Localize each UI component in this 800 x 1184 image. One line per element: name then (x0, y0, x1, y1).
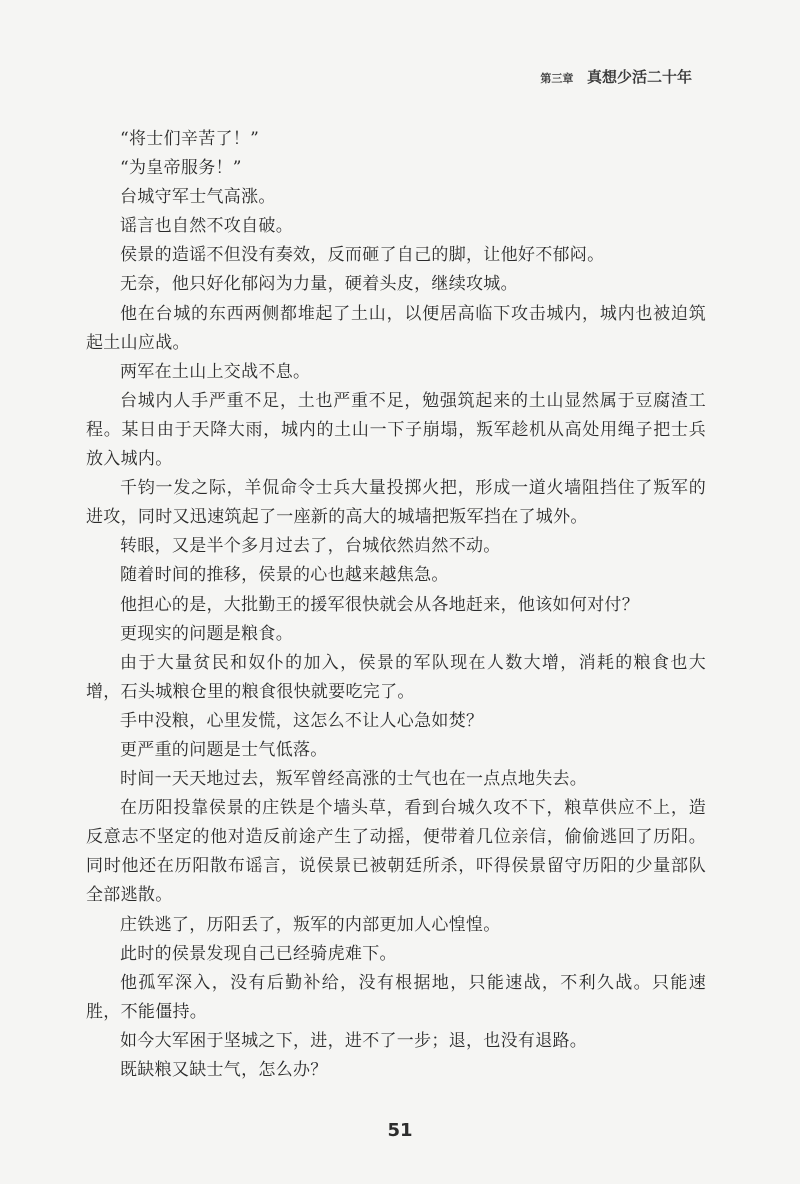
paragraph: 千钧一发之际，羊侃命令士兵大量投掷火把，形成一道火墙阻挡住了叛军的进攻，同时又迅速筑起了一座新的高大的城墙把叛军挡在了城外。 (86, 478, 706, 528)
paragraph: 此时的侯景发现自己已经骑虎难下。 (120, 943, 397, 964)
paragraph: 他孤军深入，没有后勤补给，没有根据地，只能速战，不利久战。只能速胜，不能僵持。 (86, 972, 706, 1022)
paragraph: 由于大量贫民和奴仆的加入，侯景的军队现在人数大增，消耗的粮食也大增，石头城粮仓里的粮食很快就要吃完了。 (86, 652, 706, 702)
running-header (540, 66, 692, 87)
paragraph: 既缺粮又缺士气，怎么办？ (120, 1060, 328, 1080)
chapter-label: 第三章 (540, 72, 574, 85)
paragraph: 如今大军困于坚城之下，进，进不了一步；退，也没有退路。 (120, 1030, 588, 1051)
paragraph: “为皇帝服务！” (120, 158, 242, 179)
paragraph: 手中没粮，心里发慌，这怎么不让人心急如焚？ (120, 710, 484, 731)
paragraph: 台城守军士气高涨。 (120, 187, 276, 208)
paragraph: 两军在土山上交战不息。 (120, 361, 311, 382)
body-text (86, 125, 706, 1085)
paragraph: 台城内人手严重不足，土也严重不足，勉强筑起来的土山显然属于豆腐渣工程。某日由于天降大雨，城内的土山一下子崩塌，叛军趁机从高处用绳子把士兵放入城内。 (86, 390, 706, 470)
paragraph: 更现实的问题是粮食。 (120, 623, 293, 644)
paragraph: 时间一天天地过去，叛军曾经高涨的士气也在一点点地失去。 (120, 769, 588, 790)
chapter-title: 真想少活二十年 (586, 68, 692, 86)
page-number: 51 (387, 1120, 413, 1141)
paragraph: 随着时间的推移，侯景的心也越来越焦急。 (120, 565, 449, 586)
paragraph: 更严重的问题是士气低落。 (120, 739, 328, 760)
paragraph: 他担心的是，大批勤王的援军很快就会从各地赶来，他该如何对付？ (120, 594, 639, 615)
paragraph: 庄铁逃了，历阳丢了，叛军的内部更加人心惶惶。 (120, 914, 501, 935)
paragraph: 侯景的造谣不但没有奏效，反而砸了自己的脚，让他好不郁闷。 (120, 245, 605, 266)
paragraph: 转眼，又是半个多月过去了，台城依然岿然不动。 (120, 536, 501, 557)
paragraph: 无奈，他只好化郁闷为力量，硬着头皮，继续攻城。 (120, 274, 518, 295)
paragraph: “将士们辛苦了！” (120, 129, 260, 149)
paragraph: 在历阳投靠侯景的庄铁是个墙头草，看到台城久攻不下，粮草供应不上，造反意志不坚定的他对造反前途产生了动摇，便带着几位亲信，偷偷逃回了历阳。同时他还在历阳散布谣言，说侯景已被朝廷所杀，吓得侯景留守历阳的少量部队全部逃散。 (86, 798, 706, 906)
paragraph: 他在台城的东西两侧都堆起了土山，以便居高临下攻击城内，城内也被迫筑起土山应战。 (86, 303, 706, 353)
paragraph: 谣言也自然不攻自破。 (120, 216, 293, 237)
